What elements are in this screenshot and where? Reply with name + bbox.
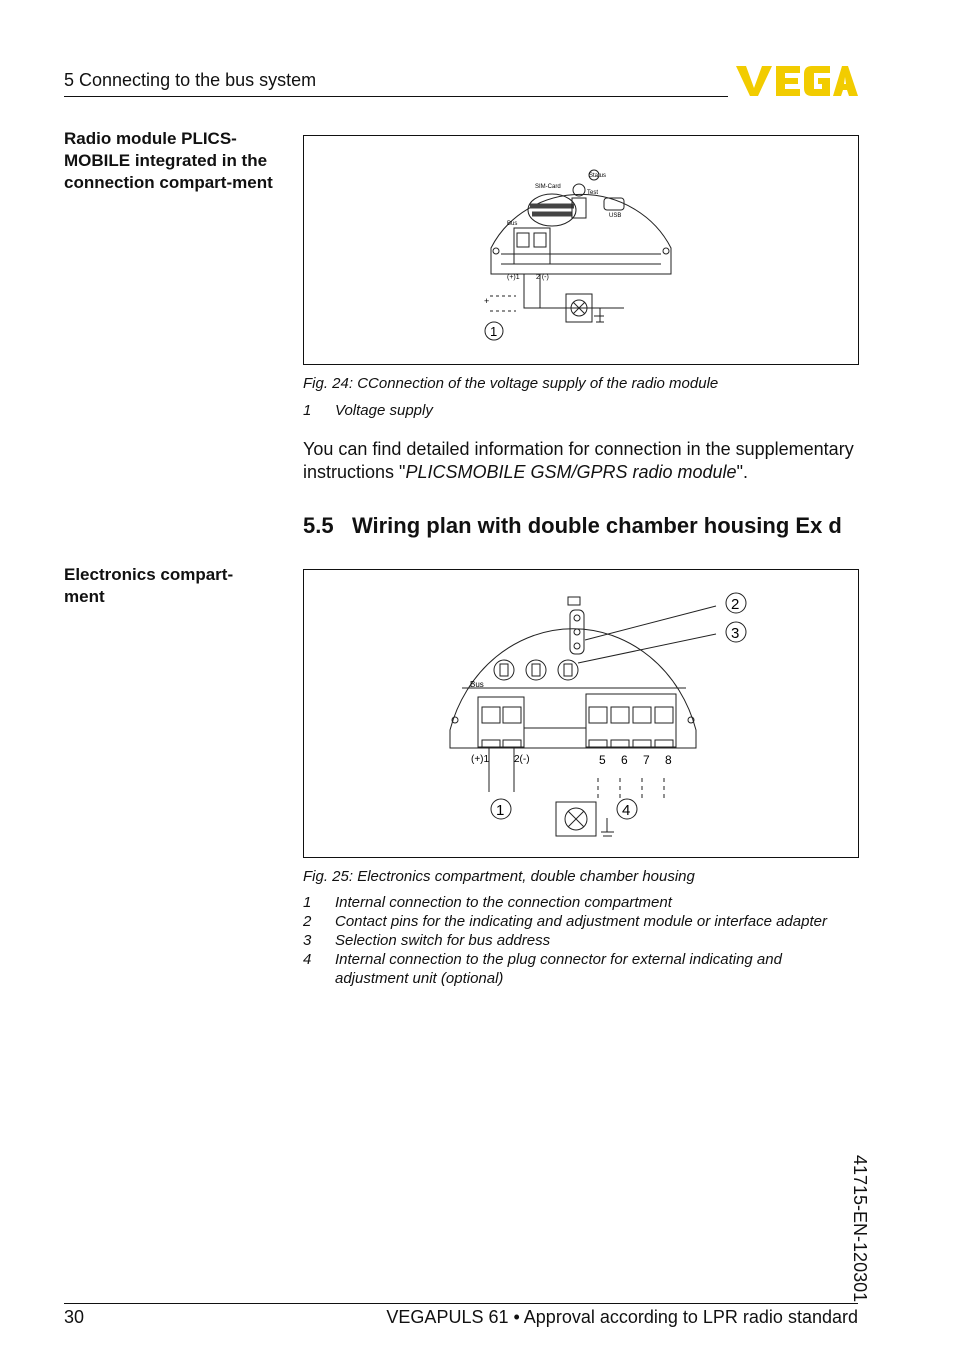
legend-item: 1 Voltage supply	[303, 402, 433, 419]
electronics-compartment-diagram	[304, 570, 858, 857]
figure-25	[303, 569, 859, 858]
page-number: 30	[64, 1307, 85, 1327]
bus-label: Bus	[470, 680, 484, 689]
simcard-label: SIM-Card	[535, 184, 561, 190]
document-title: VEGAPULS 61 • Approval according to LPR radio standard	[386, 1307, 858, 1327]
legend-item: 4 Internal connection to the plug connector for external indicating and adjustment unit (optional)	[303, 951, 782, 987]
bus-label: Bus	[507, 221, 518, 227]
radio-module-diagram	[304, 136, 858, 364]
figure-24	[303, 135, 859, 365]
status-label: Status	[589, 173, 607, 179]
header-rule	[64, 96, 728, 97]
terminal-8-label: 8	[665, 753, 672, 767]
vega-logo	[734, 62, 858, 100]
plus-label: +	[484, 296, 490, 306]
legend-item: 3 Selection switch for bus address	[303, 932, 551, 949]
legend-item: 1 Internal connection to the connection compartment	[303, 894, 672, 911]
terminal-7-label: 7	[643, 753, 650, 767]
callout-1: 1	[496, 802, 505, 819]
test-label: Test	[587, 190, 599, 196]
body-paragraph: You can find detailed information for connection in the supplementary instructions "PLICSMOBILE GSM/GPRS radio module".	[303, 439, 854, 482]
section-heading: 5.5 Wiring plan with double chamber housing Ex d	[303, 513, 842, 538]
usb-label: USB	[609, 213, 622, 219]
terminal-5-label: 5	[599, 753, 606, 767]
terminal-2-label: 2 (-)	[536, 274, 549, 281]
callout-1: 1	[490, 324, 498, 339]
side-heading-radio-module: Radio module PLICS-MOBILE integrated in the connection compart-ment	[64, 129, 273, 192]
footer-rule	[64, 1303, 858, 1304]
callout-2: 2	[731, 596, 740, 613]
legend-item: 2 Contact pins for the indicating and adjustment module or interface adapter	[303, 913, 827, 930]
figure-25-caption: Fig. 25: Electronics compartment, double chamber housing	[303, 868, 695, 885]
figure-24-legend	[303, 401, 863, 420]
callout-4: 4	[622, 802, 631, 819]
figure-25-legend	[303, 893, 863, 988]
side-heading-electronics: Electronics compart-ment	[64, 565, 234, 606]
terminal-6-label: 6	[621, 753, 628, 767]
running-header: 5 Connecting to the bus system	[64, 70, 317, 90]
terminal-1-label: (+)1	[507, 274, 520, 281]
document-id: 41715-EN-120301	[850, 1155, 870, 1303]
callout-3: 3	[731, 625, 740, 642]
figure-24-caption: Fig. 24: CConnection of the voltage supply of the radio module	[303, 375, 719, 392]
terminal-2-label: 2(-)	[514, 754, 530, 765]
terminal-1-label: (+)1	[471, 754, 490, 765]
